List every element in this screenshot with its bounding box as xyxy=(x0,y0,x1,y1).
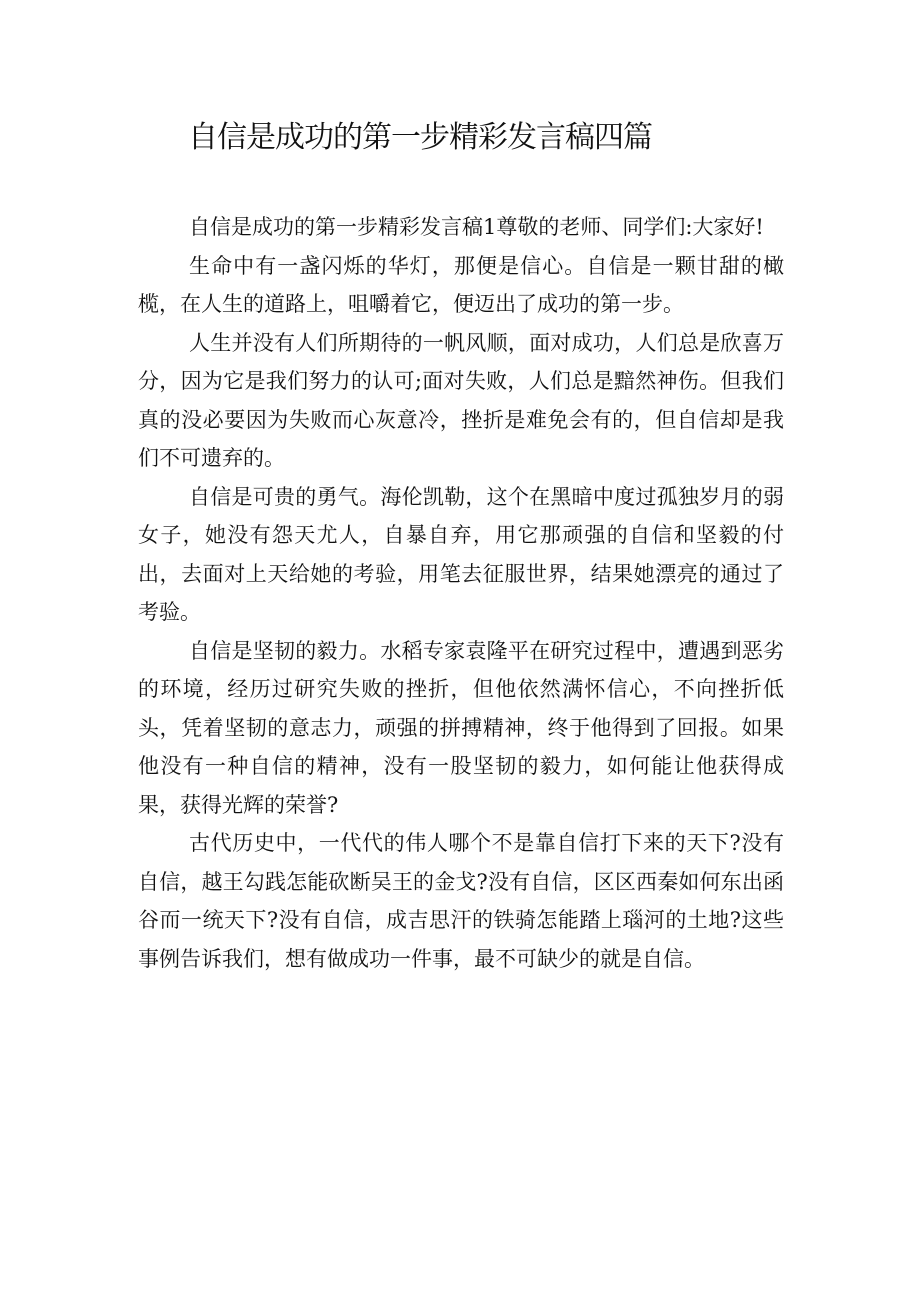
document-title: 自信是成功的第一步精彩发言稿四篇 xyxy=(188,120,652,155)
paragraph-greeting: 自信是成功的第一步精彩发言稿1尊敬的老师、同学们:大家好! xyxy=(189,215,764,239)
paragraph-history: 古代历史中，一代代的伟人哪个不是靠自信打下来的天下?没有自信，越王勾践怎能砍断吴王的金戈?没有自信，区区西秦如何东出函谷而一统天下?没有自信，成吉思汗的铁骑怎能踏上瑙河的土地?这些事例告诉我们，想有做成功一件事，最不可缺少的就是自信。 xyxy=(138,831,784,971)
paragraph-intro: 生命中有一盏闪烁的华灯，那便是信心。自信是一颗甘甜的橄榄，在人生的道路上，咀嚼着它，便迈出了成功的第一步。 xyxy=(138,253,784,316)
paragraph-life: 人生并没有人们所期待的一帆风顺，面对成功，人们总是欣喜万分，因为它是我们努力的认可;面对失败，人们总是黯然神伤。但我们真的没必要因为失败而心灰意冷，挫折是难免会有的，但自信却是我们不可遗弃的。 xyxy=(138,330,784,470)
document-body xyxy=(138,208,784,978)
paragraph-perseverance: 自信是坚韧的毅力。水稻专家袁隆平在研究过程中，遭遇到恶劣的环境，经历过研究失败的挫折，但他依然满怀信心，不向挫折低头，凭着坚韧的意志力，顽强的拼搏精神，终于他得到了回报。如果他没有一种自信的精神，没有一股坚韧的毅力，如何能让他获得成果，获得光辉的荣誉? xyxy=(138,638,784,817)
paragraph-courage: 自信是可贵的勇气。海伦凯勒，这个在黑暗中度过孤独岁月的弱女子，她没有怨天尤人，自暴自弃，用它那顽强的自信和坚毅的付出，去面对上天给她的考验，用笔去征服世界，结果她漂亮的通过了考验。 xyxy=(138,484,784,624)
